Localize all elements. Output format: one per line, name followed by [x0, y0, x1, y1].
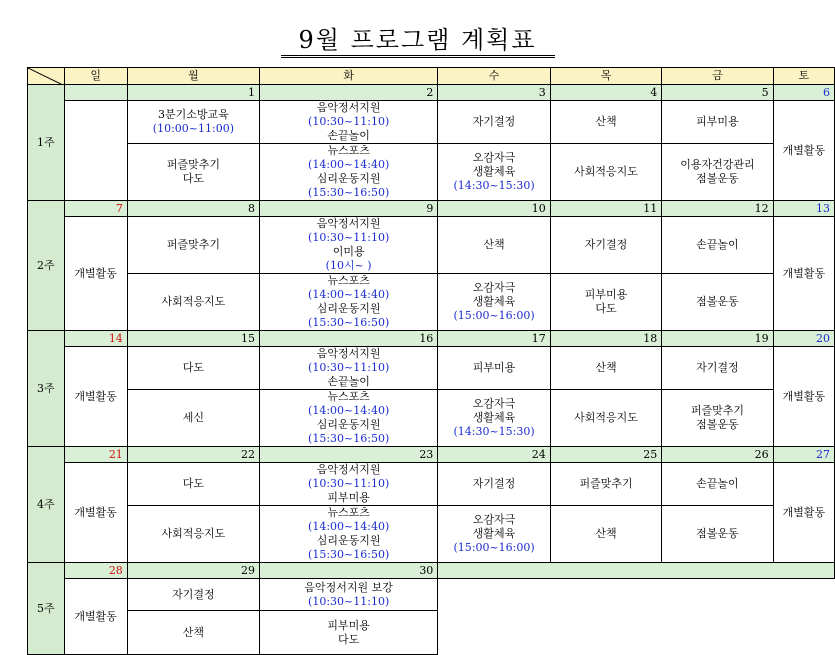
activity-text: 세신 — [182, 411, 205, 424]
date-row — [28, 331, 835, 347]
activity-text: (15:00~16:00) — [453, 541, 535, 554]
day-header: 목 — [550, 68, 661, 85]
activity-text: 이미용 — [332, 245, 365, 258]
date-number: 24 — [438, 447, 550, 463]
week-label: 1주 — [28, 85, 65, 201]
activity-cell — [662, 217, 773, 274]
activity-text: 피부미용 — [327, 618, 370, 632]
activity-cell — [127, 506, 259, 563]
sunday-activity — [64, 463, 127, 563]
activity-text: 이용자건강관리 — [680, 158, 755, 171]
activity-text: (14:00~14:40) — [308, 520, 390, 533]
activity-text: 손끝놀이 — [696, 477, 739, 490]
activity-text: 점볼운동 — [696, 418, 739, 431]
activity-text: 산책 — [483, 238, 505, 251]
activity-text: 음악정서지원 — [316, 463, 381, 476]
activity-text: 오감자극 — [472, 151, 516, 164]
activity-cell — [550, 390, 661, 447]
date-number: 28 — [64, 563, 127, 579]
activity-text: 개별활동 — [782, 505, 826, 519]
date-number: 5 — [662, 85, 773, 101]
date-number: 30 — [259, 563, 437, 579]
activity-text: 심리운동지원 — [316, 172, 381, 185]
activity-text: 자기결정 — [172, 587, 215, 601]
activity-text: 사회적응지도 — [161, 295, 226, 308]
activity-text: 개별활동 — [782, 266, 826, 280]
activity-cell — [438, 217, 550, 274]
saturday-activity — [773, 463, 834, 563]
activity-text: 3분기소방교육 — [158, 108, 229, 121]
activity-text: 점볼운동 — [696, 527, 739, 540]
activity-text: (14:00~14:40) — [308, 404, 390, 417]
activity-text: 음악정서지원 — [316, 217, 381, 230]
activity-cell — [550, 144, 661, 201]
saturday-activity — [773, 101, 834, 201]
activity-text: (14:00~14:40) — [308, 288, 390, 301]
activity-cell — [438, 101, 550, 144]
activity-text: 음악정서지원 — [316, 101, 381, 114]
activity-text: 다도 — [182, 477, 205, 490]
activity-text: 오감자극 — [472, 513, 516, 526]
activity-text: 오감자극 — [472, 281, 516, 294]
week-label: 4주 — [28, 447, 65, 563]
activity-text: 피부미용 — [584, 288, 628, 301]
activity-cell — [259, 579, 437, 611]
activity-cell — [127, 347, 259, 390]
activity-text: 피부미용 — [472, 361, 516, 374]
week-label: 5주 — [28, 563, 65, 655]
activity-text: 점볼운동 — [696, 295, 739, 308]
date-number: 19 — [662, 331, 773, 347]
date-number: 18 — [550, 331, 661, 347]
activity-cell — [259, 144, 437, 201]
activity-text: 피부미용 — [327, 491, 370, 504]
activity-text: 뉴스포츠 — [327, 144, 370, 157]
afternoon-row — [28, 144, 835, 201]
day-header: 수 — [438, 68, 550, 85]
activity-text: (10시~ ) — [325, 259, 372, 272]
activity-text: 손끝놀이 — [696, 238, 739, 251]
activity-text: 뉴스포츠 — [327, 390, 370, 403]
header-row — [28, 68, 835, 85]
date-number: 1 — [127, 85, 259, 101]
activity-text: 퍼즐맞추기 — [579, 477, 633, 490]
activity-cell — [259, 463, 437, 506]
date-row — [28, 563, 835, 579]
date-number: 3 — [438, 85, 550, 101]
activity-text: 생활체육 — [472, 527, 516, 540]
activity-cell — [662, 463, 773, 506]
date-number: 2 — [259, 85, 437, 101]
activity-cell — [127, 390, 259, 447]
date-number: 29 — [127, 563, 259, 579]
activity-text: (10:30~11:10) — [308, 594, 390, 608]
activity-text: 오감자극 — [472, 397, 516, 410]
activity-text: 산책 — [595, 361, 617, 374]
diagonal-line — [28, 68, 64, 85]
activity-text: 자기결정 — [584, 238, 628, 251]
afternoon-row — [28, 390, 835, 447]
page-title: 9월 프로그램 계획표 — [0, 20, 835, 55]
activity-cell — [550, 217, 661, 274]
activity-text: 뉴스포츠 — [327, 506, 370, 519]
activity-cell — [259, 506, 437, 563]
date-number: 25 — [550, 447, 661, 463]
afternoon-row — [28, 506, 835, 563]
date-number: 10 — [438, 201, 550, 217]
activity-text: 생활체육 — [472, 295, 516, 308]
activity-text: 개별활동 — [74, 266, 117, 280]
morning-row — [28, 347, 835, 390]
activity-cell — [127, 274, 259, 331]
date-number: 4 — [550, 85, 661, 101]
date-number: 12 — [662, 201, 773, 217]
activity-text: 심리운동지원 — [316, 534, 381, 547]
activity-cell — [259, 101, 437, 144]
activity-text: (15:00~16:00) — [453, 309, 535, 322]
activity-cell — [259, 611, 437, 655]
day-header: 금 — [662, 68, 773, 85]
activity-cell — [127, 217, 259, 274]
activity-text: 음악정서지원 보강 — [304, 580, 393, 594]
day-header: 화 — [259, 68, 437, 85]
activity-cell — [662, 144, 773, 201]
activity-text: 심리운동지원 — [316, 418, 381, 431]
date-number: 13 — [773, 201, 834, 217]
activity-cell — [662, 274, 773, 331]
activity-text: 다도 — [338, 632, 360, 646]
date-number: 16 — [259, 331, 437, 347]
activity-text: 산책 — [595, 527, 617, 540]
date-number: 26 — [662, 447, 773, 463]
activity-cell — [662, 101, 773, 144]
afternoon-row — [28, 274, 835, 331]
week-label: 3주 — [28, 331, 65, 447]
morning-row — [28, 217, 835, 274]
activity-text: 자기결정 — [472, 477, 516, 490]
saturday-activity — [773, 217, 834, 331]
activity-text: (14:30~15:30) — [453, 425, 535, 438]
date-number: 15 — [127, 331, 259, 347]
activity-text: 다도 — [182, 172, 205, 185]
activity-cell — [438, 347, 550, 390]
activity-cell — [550, 347, 661, 390]
activity-text: 생활체육 — [472, 165, 516, 178]
activity-text: 점볼운동 — [696, 172, 739, 185]
activity-text: 퍼즐맞추기 — [166, 238, 220, 251]
activity-text: (15:30~16:50) — [308, 548, 390, 561]
activity-text: (15:30~16:50) — [308, 432, 390, 445]
activity-cell — [259, 217, 437, 274]
date-number: 7 — [64, 201, 127, 217]
activity-text: 다도 — [595, 302, 617, 315]
activity-text: 다도 — [182, 361, 205, 374]
activity-cell — [127, 579, 259, 611]
day-header: 일 — [64, 68, 127, 85]
morning-row — [28, 579, 835, 611]
sunday-activity — [64, 101, 127, 201]
activity-cell — [550, 101, 661, 144]
date-number: 22 — [127, 447, 259, 463]
activity-cell — [438, 506, 550, 563]
activity-text: (14:30~15:30) — [453, 179, 535, 192]
activity-text: 개별활동 — [782, 389, 826, 403]
activity-cell — [438, 390, 550, 447]
activity-text: 산책 — [182, 625, 205, 639]
date-number: 21 — [64, 447, 127, 463]
activity-cell — [438, 144, 550, 201]
activity-cell — [259, 347, 437, 390]
activity-cell — [662, 390, 773, 447]
corner-cell — [28, 68, 65, 85]
activity-text: 퍼즐맞추기 — [166, 158, 220, 171]
date-number: 8 — [127, 201, 259, 217]
activity-cell — [127, 611, 259, 655]
activity-cell — [438, 463, 550, 506]
activity-cell — [662, 347, 773, 390]
activity-text: 자기결정 — [696, 361, 739, 374]
activity-cell — [550, 463, 661, 506]
saturday-activity — [773, 347, 834, 447]
activity-text: 개별활동 — [782, 143, 826, 157]
activity-text: 퍼즐맞추기 — [690, 404, 744, 417]
activity-text: 뉴스포츠 — [327, 274, 370, 287]
activity-cell — [550, 506, 661, 563]
morning-row — [28, 101, 835, 144]
schedule-table — [27, 67, 835, 655]
activity-cell — [259, 390, 437, 447]
activity-text: (10:30~11:10) — [308, 361, 390, 374]
date-number: 27 — [773, 447, 834, 463]
activity-cell — [127, 463, 259, 506]
activity-cell — [127, 101, 259, 144]
date-row — [28, 201, 835, 217]
activity-cell — [127, 144, 259, 201]
activity-text: 개별활동 — [74, 609, 117, 623]
activity-text: 사회적응지도 — [574, 165, 638, 178]
activity-text: (10:30~11:10) — [308, 231, 390, 244]
activity-text: 심리운동지원 — [316, 302, 381, 315]
activity-text: 손끝놀이 — [327, 375, 370, 388]
date-number: 23 — [259, 447, 437, 463]
date-row — [28, 447, 835, 463]
activity-text: 개별활동 — [74, 505, 117, 519]
activity-cell — [259, 274, 437, 331]
morning-row — [28, 463, 835, 506]
day-header: 월 — [127, 68, 259, 85]
empty-cell — [438, 563, 835, 579]
activity-text: (10:00~11:00) — [152, 122, 234, 135]
date-row — [28, 85, 835, 101]
day-header: 토 — [773, 68, 834, 85]
activity-cell — [438, 274, 550, 331]
activity-text: 음악정서지원 — [316, 347, 381, 360]
activity-text: 산책 — [595, 115, 617, 128]
activity-text: (15:30~16:50) — [308, 186, 390, 199]
week-label: 2주 — [28, 201, 65, 331]
activity-text: 개별활동 — [74, 389, 117, 403]
activity-text: (10:30~11:10) — [308, 115, 390, 128]
activity-text: 피부미용 — [696, 115, 739, 128]
activity-text: 사회적응지도 — [161, 527, 226, 540]
activity-cell — [662, 506, 773, 563]
sunday-activity — [64, 347, 127, 447]
date-number: 9 — [259, 201, 437, 217]
sunday-activity — [64, 217, 127, 331]
date-number: 6 — [773, 85, 834, 101]
date-number: 11 — [550, 201, 661, 217]
activity-cell — [550, 274, 661, 331]
date-number: 17 — [438, 331, 550, 347]
activity-text: (15:30~16:50) — [308, 316, 390, 329]
date-number: 14 — [64, 331, 127, 347]
activity-text: 사회적응지도 — [574, 411, 638, 424]
activity-text: (14:00~14:40) — [308, 158, 390, 171]
activity-text: 손끝놀이 — [327, 129, 370, 142]
date-number — [64, 85, 127, 101]
activity-text: (10:30~11:10) — [308, 477, 390, 490]
date-number: 20 — [773, 331, 834, 347]
activity-text: 자기결정 — [472, 115, 516, 128]
activity-text: 생활체육 — [472, 411, 516, 424]
